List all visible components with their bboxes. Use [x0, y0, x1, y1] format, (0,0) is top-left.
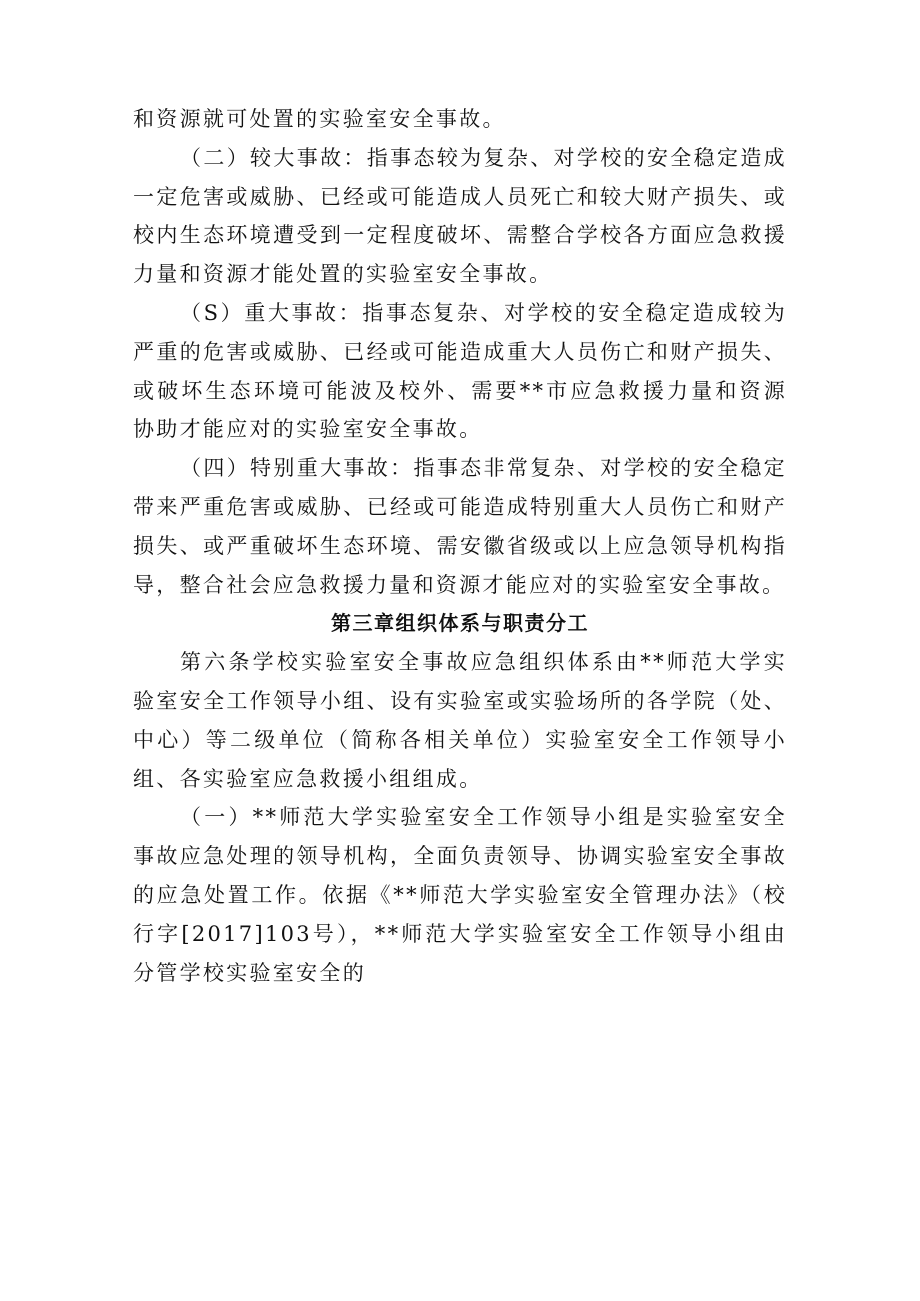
paragraph-article-six: 第六条学校实验室安全事故应急组织体系由**师范大学实验室安全工作领导小组、设有实验室或实验场所的各学院（处、中心）等二级单位（简称各相关单位）实验室安全工作领导小组、各实验室应急救援小组组成。: [133, 650, 787, 791]
paragraph-especially-serious-accident: （四）特别重大事故：指事态非常复杂、对学校的安全稳定带来严重危害或威胁、已经或可能造成特别重大人员伤亡和财产损失、或严重破坏生态环境、需安徽省级或以上应急领导机构指导，整合社会应急救援力量和资源才能应对的实验室安全事故。: [133, 456, 787, 597]
chapter-heading: 第三章组织体系与职责分工: [331, 611, 589, 636]
paragraph-continuation: 和资源就可处置的实验室安全事故。: [133, 107, 506, 131]
paragraph-major-accident: （二）较大事故：指事态较为复杂、对学校的安全稳定造成一定危害或威胁、已经或可能造成人员死亡和较大财产损失、或校内生态环境遭受到一定程度破坏、需整合学校各方面应急救援力量和资源才能处置的实验室安全事故。: [133, 145, 787, 287]
paragraph-serious-accident: （S）重大事故：指事态复杂、对学校的安全稳定造成较为严重的危害或威胁、已经或可能造成重大人员伤亡和财产损失、或破坏生态环境可能波及校外、需要**市应急救援力量和资源协助才能应对的实验室安全事故。: [133, 300, 787, 442]
paragraph-leading-group: （一）**师范大学实验室安全工作领导小组是实验室安全事故应急处理的领导机构，全面负责领导、协调实验室安全事故的应急处置工作。依据《**师范大学实验室安全管理办法》（校行字[2017]103号），**师范大学实验室安全工作领导小组由分管学校实验室安全的: [133, 805, 787, 985]
